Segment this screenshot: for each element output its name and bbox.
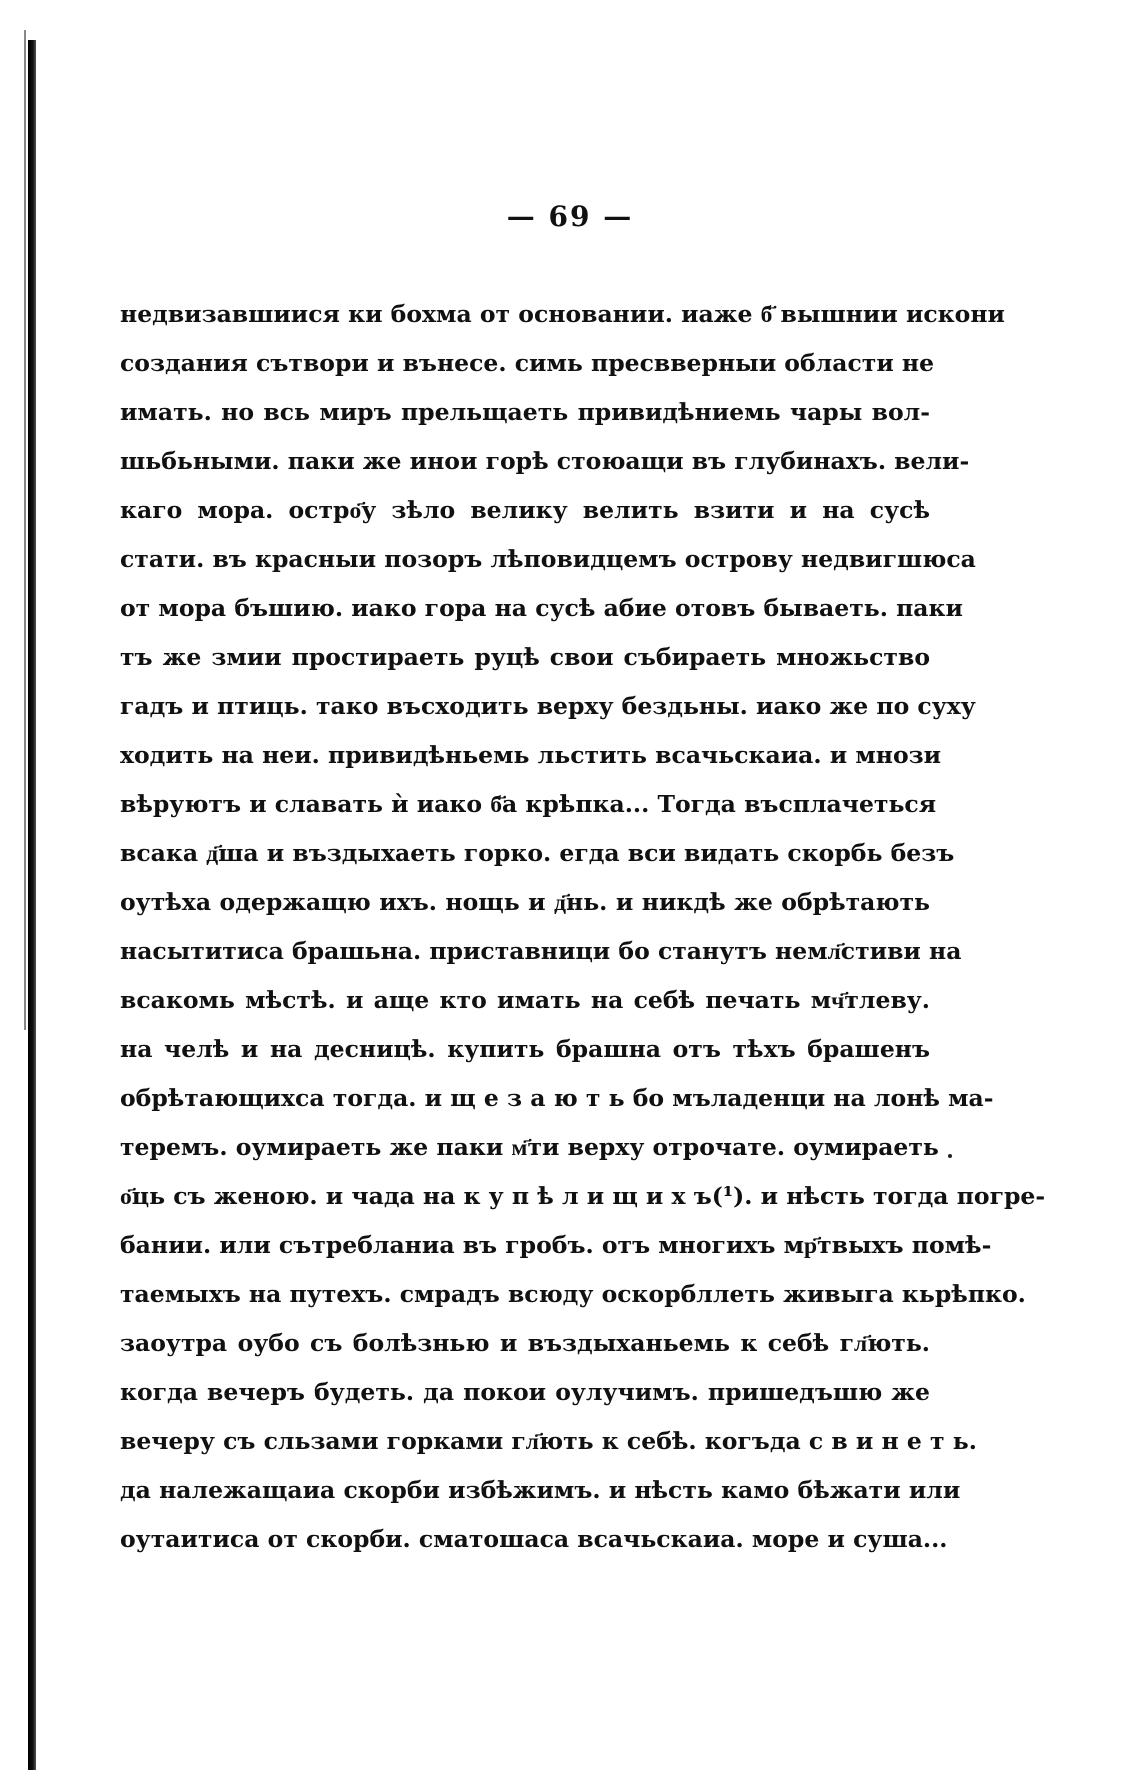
page-number: — 69 — — [506, 200, 634, 233]
text-line: бании. или сътребланиа въ гробъ. отъ многихъ мр҃твыхъ помѣ- — [120, 1231, 992, 1259]
text-line: шьбьными. паки же инои горѣ стоюащи въ глубинахъ. вели- — [120, 447, 970, 475]
text-line: насытитиса брашьна. приставници бо станутъ немл҃стиви на — [120, 937, 962, 965]
text-line: всака д҃ша и въздыхаеть горко. егда вси видать скорбь безъ — [120, 839, 955, 867]
text-line: когда вечеръ будеть. да покои оулучимъ. пришедъшю же — [120, 1378, 930, 1406]
text-line: теремъ. оумираеть же паки м҃ти верху отрочате. оумираеть — [120, 1133, 939, 1161]
text-line: заоутра оубо съ болѣзнью и въздыханьемь к себѣ гл҃ють. — [120, 1329, 930, 1357]
text-line: стати. въ красныи позоръ лѣповидцемъ острову недвигшюса — [120, 545, 976, 573]
text-line: от мора бъшию. иако гора на сусѣ абие отовъ бываеть. паки — [120, 594, 963, 622]
ink-speck — [948, 1154, 952, 1158]
text-line: всакомь мѣстѣ. и аще кто имать на себѣ печать мч҃тлеву. — [120, 986, 930, 1014]
binding-edge — [28, 40, 36, 1770]
text-line: таемыхъ на путехъ. смрадъ всюду оскорбллеть живыга кьрѣпко. — [120, 1280, 1026, 1308]
text-line: да належащаиа скорби избѣжимъ. и нѣсть камо бѣжати или — [120, 1476, 961, 1504]
text-line: недвизавшиися ки бохма от основании. иаже б҃ вышнии искони — [120, 300, 1005, 328]
text-line: создания сътвори и вънесе. симь пресвверныи области не — [120, 349, 935, 377]
text-line: каго мора. остро҃у зѣло велику велить взити и на сусѣ — [120, 496, 930, 524]
text-line: на челѣ и на десницѣ. купить брашна отъ тѣхъ брашенъ — [120, 1035, 930, 1063]
text-line: ходить на неи. привидѣньемь льстить всачьскаиа. и мнози — [120, 741, 942, 769]
text-line: о҃ць съ женою. и чада на к у п ѣ л и щ и х ъ(¹). и нѣсть тогда погре- — [120, 1182, 1046, 1210]
text-line: оутаитиса от скорби. сматошаса всачьскаиа. море и суша... — [120, 1525, 948, 1553]
text-line: вѣруютъ и славать ѝ иако б҃а крѣпка... Тогда въсплачеться — [120, 790, 937, 818]
binding-edge-shadow — [24, 30, 26, 1030]
text-line: гадъ и птиць. тако въсходить верху бездьны. иако же по суху — [120, 692, 976, 720]
text-line: имать. но всь миръ прельщаеть привидѣниемь чары вол- — [120, 398, 930, 426]
text-line: оутѣха одержащю ихъ. нощь и д҃нь. и никдѣ же обрѣтають — [120, 888, 930, 916]
text-line: вечеру съ сльзами горками гл҃ють к себѣ. когъда с в и н е т ь. — [120, 1427, 977, 1455]
text-line: тъ же змии простираеть руцѣ свои събираеть множьство — [120, 643, 930, 671]
text-line: обрѣтающихса тогда. и щ е з а ю т ь бо мъладенци на лонѣ ма- — [120, 1084, 994, 1112]
body-text — [120, 290, 1046, 1564]
